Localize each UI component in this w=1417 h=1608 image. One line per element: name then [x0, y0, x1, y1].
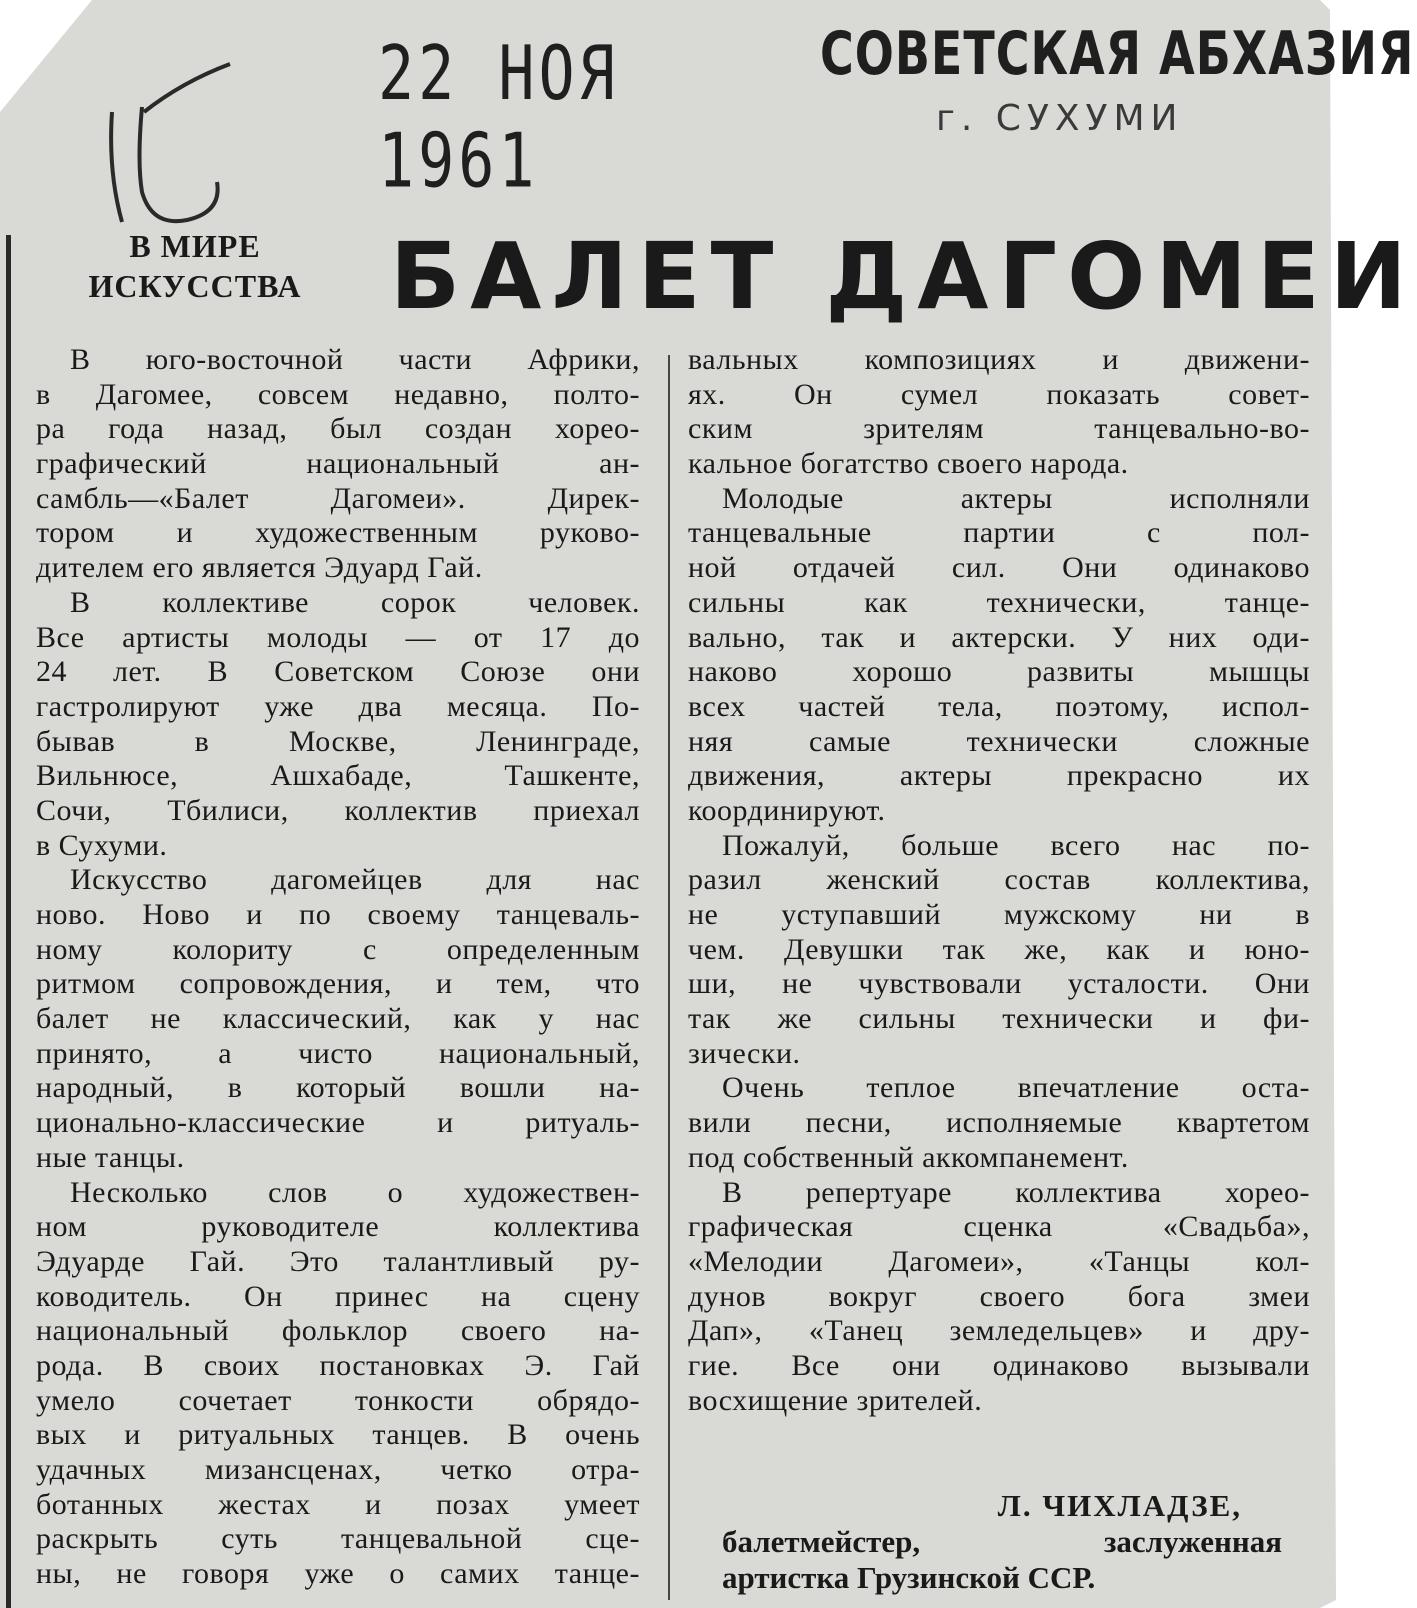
column-divider [668, 355, 670, 1600]
text-line: вально, так и актерски. У них оди- [688, 620, 1310, 654]
text-line: ному колориту с определенным [36, 932, 640, 966]
text-line: разил женский состав коллектива, [688, 863, 1310, 897]
text-line: В репертуаре коллектива хорео- [722, 1175, 1310, 1209]
text-line: Эдуарде Гай. Это талантливый ру- [36, 1244, 640, 1278]
rubric-line: ИСКУССТВА [88, 268, 302, 304]
text-line: кальное богатство своего народа. [688, 447, 1129, 481]
text-line: ководитель. Он принес на сцену [36, 1279, 640, 1313]
text-line: 24 лет. В Советском Союзе они [36, 655, 640, 689]
text-line: графическая сценка «Свадьба», [688, 1210, 1310, 1244]
text-line: ра года назад, был создан хорео- [36, 412, 640, 446]
text-line: балет не классический, как у нас [36, 1002, 640, 1036]
text-line: Несколько слов о художествен- [70, 1175, 640, 1209]
text-line: гие. Все они одинаково вызывали [688, 1348, 1310, 1382]
text-line: ях. Он сумел показать совет- [688, 377, 1310, 411]
text-line: не уступавший мужскому ни в [688, 898, 1310, 931]
text-line: наково хорошо развиты мышцы [688, 655, 1310, 689]
text-line: Вильнюсе, Ашхабаде, Ташкенте, [36, 759, 640, 793]
text-line: Молодые актеры исполняли [722, 481, 1310, 515]
text-line: няя самые технически сложные [688, 724, 1310, 758]
text-line: умело сочетает тонкости обрядо- [36, 1383, 640, 1417]
text-line: гастролируют уже два месяца. По- [36, 689, 640, 723]
left-border-rule [6, 235, 11, 1608]
text-line: ны, не говоря уже о самих танце- [36, 1557, 640, 1591]
text-line: Все артисты молоды — от 17 до [36, 620, 640, 654]
text-line: чем. Девушки так же, как и юно- [688, 932, 1310, 966]
text-line: координируют. [688, 793, 886, 827]
text-line: Пожалуй, больше всего нас по- [722, 828, 1310, 862]
text-line: тором и художественным руково- [36, 516, 640, 550]
text-line: вальных композициях и движени- [688, 343, 1310, 376]
author-title-line: артистка Грузинской ССР. [722, 1560, 1096, 1595]
right-text-column [688, 343, 1310, 1418]
text-line: сильны как технически, танце- [688, 585, 1310, 619]
text-line: в Сухуми. [36, 828, 168, 862]
stamp-newspaper-name: СОВЕТСКАЯ АБХАЗИЯ [820, 18, 1415, 89]
text-line: В коллективе сорок человек. [70, 585, 640, 619]
rubric-line: В МИРЕ [129, 228, 261, 264]
text-line: танцевальные партии с пол- [688, 516, 1310, 550]
text-line: восхищение зрителей. [688, 1383, 983, 1417]
text-line: самбль—«Балет Дагомеи». Дирек- [36, 481, 640, 515]
text-line: вых и ритуальных танцев. В очень [36, 1418, 640, 1452]
text-line: под собственный аккомпанемент. [688, 1140, 1129, 1174]
text-line: национальный фольклор своего на- [36, 1314, 640, 1348]
text-line: ши, не чувствовали усталости. Они [688, 967, 1310, 1001]
text-line: бывав в Москве, Ленинграде, [36, 724, 640, 758]
text-line: ционально-классические и ритуаль- [36, 1106, 640, 1140]
stamp-date: 22 НОЯ 1961 [378, 30, 619, 205]
text-line: ново. Ново и по своему танцеваль- [36, 898, 640, 931]
text-line: Дап», «Танец земледельцев» и дру- [688, 1314, 1310, 1348]
author-title-line: балетмейстер, заслуженная [722, 1524, 1282, 1559]
text-line: «Мелодии Дагомеи», «Танцы кол- [688, 1244, 1310, 1278]
text-line: графический национальный ан- [36, 447, 640, 481]
text-line: дителем его является Эдуард Гай. [36, 551, 483, 585]
text-line: принято, а чисто национальный, [36, 1036, 640, 1070]
text-line: В юго-восточной части Африки, [70, 343, 640, 376]
text-line: Очень теплое впечатление оста- [722, 1071, 1310, 1105]
author-signature [722, 1488, 1282, 1596]
text-line: в Дагомее, совсем недавно, полто- [36, 377, 640, 411]
handwritten-mark-icon [82, 52, 242, 252]
text-line: всех частей тела, поэтому, испол- [688, 689, 1310, 723]
text-line: ским зрителям танцевально-во- [688, 412, 1310, 446]
author-name: Л. ЧИХЛАДЗЕ, [997, 1488, 1242, 1523]
text-line: рода. В своих постановках Э. Гай [36, 1348, 640, 1382]
text-line: Искусство дагомейцев для нас [70, 863, 640, 897]
text-line: вили песни, исполняемые квартетом [688, 1106, 1310, 1140]
text-line: ные танцы. [36, 1140, 185, 1174]
stamp-city: г. СУХУМИ [936, 98, 1184, 139]
text-line: ботанных жестах и позах умеет [36, 1487, 640, 1521]
text-line: Сочи, Тбилиси, коллектив приехал [36, 793, 640, 827]
text-line: раскрыть суть танцевальной сце- [36, 1522, 640, 1556]
text-line: движения, актеры прекрасно их [688, 759, 1310, 793]
text-line: ном руководителе коллектива [36, 1210, 640, 1244]
text-line: так же сильны технически и фи- [688, 1002, 1310, 1036]
text-line: зически. [688, 1036, 801, 1070]
text-line: ритмом сопровождения, и тем, что [36, 967, 640, 1001]
text-line: народный, в который вошли на- [36, 1071, 640, 1105]
left-text-column [36, 343, 640, 1592]
article-headline: БАЛЕТ ДАГОМЕИ [390, 223, 1417, 330]
text-line: ной отдачей сил. Они одинаково [688, 551, 1310, 585]
text-line: дунов вокруг своего бога змеи [688, 1279, 1310, 1313]
text-line: удачных мизансценах, четко отра- [36, 1453, 640, 1486]
rubric [60, 226, 330, 316]
